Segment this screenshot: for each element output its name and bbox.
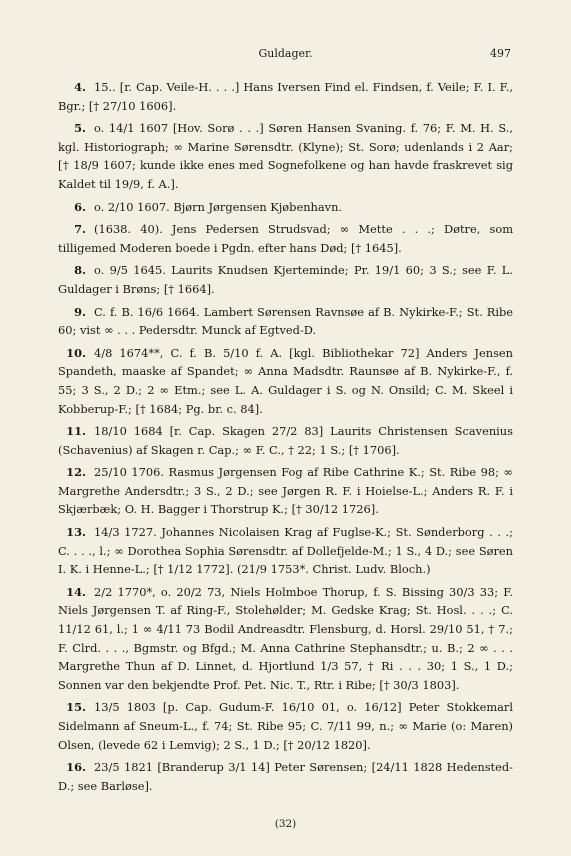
entry-text: 23/5 1821 [Branderup 3/1 14] Peter Sørensen; [24/11 1828 Hedensted-D.; see Barløse]. [58, 760, 513, 793]
entry-number: 14. [66, 584, 86, 599]
entry-text: 4/8 1674**, C. f. B. 5/10 f. A. [kgl. Bibliothekar 72] Anders Jensen Spandeth, maaske af Spandet; ∞ Anna Madsdtr. Raunsøe af B. Nykirke-F., f. 55; 3 S., 2 D.; 2 ∞ Etm.; see L. A. Guldager i S. og N. Onsild; C. M. Skeel i Kobberup-F.; [† 1684; Pg. br. c. 84]. [58, 345, 513, 416]
list-item [58, 758, 513, 795]
entry-number: 13. [66, 525, 86, 540]
entry-number: 5. [74, 121, 86, 136]
entry-text: 15.. [r. Cap. Veile-H. . . .] Hans Iversen Find el. Findsen, f. Veile; F. I. F., Bgr.; [† 27/10 1606]. [58, 80, 513, 113]
list-item [58, 799, 513, 818]
entry-number: 9. [74, 304, 86, 319]
entry-number: 6. [74, 199, 86, 214]
entry-text: 13/5 1803 [p. Cap. Gudum-F. 16/10 01, o. 16/12] Peter Stokkemarl Sidelmann af Sneum-L., f. 74; St. Ribe 95; C. 7/11 99, n.; ∞ Marie (o: Maren) Olsen, (levede 62 i Lemvig); 2 S., 1 D.; [† 20/12 1820]. [58, 700, 513, 752]
entry-text: o. 9/5 1645. Laurits Knudsen Kjerteminde; Pr. 19/1 60; 3 S.; see F. L. Guldager i Brøns; [† 1664]. [58, 263, 513, 296]
entry-number: 4. [74, 80, 86, 94]
entry-text: 18/10 1684 [r. Cap. Skagen 27/2 83] Laurits Christensen Scavenius (Schavenius) af Skagen r. Cap.; ∞ F. C., † 22; 1 S.; [† 1706]. [58, 424, 513, 457]
entry-text: 25/10 1706. Rasmus Jørgensen Fog af Ribe Cathrine K.; St. Ribe 98; ∞ Margrethe Andersdtr.; 3 S., 2 D.; see Jørgen R. F. i Hoielse-L.; Anders R. F. i Skjærbæk; O. H. Bagger i Thorstrup K.; [† 30/12 1726]. [58, 465, 513, 517]
entry-number: 12. [66, 465, 86, 480]
list-item [58, 463, 513, 519]
entry-text: (1638. 40). Jens Pedersen Strudsvad; ∞ Mette . . .; Døtre, som tilligemed Moderen boede i Pgdn. efter hans Død; [† 1645]. [58, 222, 513, 255]
entry-number: 7. [74, 222, 86, 237]
list-item [58, 344, 513, 418]
list-item [58, 523, 513, 579]
list-item [58, 583, 513, 695]
list-item [58, 198, 513, 217]
entry-number: 16. [66, 760, 86, 775]
list-item [58, 303, 513, 340]
page-number: 497 [490, 47, 511, 60]
entry-number: 15. [66, 700, 86, 715]
entry-number: 11. [66, 424, 86, 439]
running-title: Guldager. [258, 47, 313, 60]
list-item [58, 422, 513, 459]
entry-text: o. 14/1 1607 [Hov. Sorø . . .] Søren Hansen Svaning. f. 76; F. M. H. S., kgl. Historiograph; ∞ Marine Sørensdtr. (Klyne); St. Sorø; udenlands i 2 Aar; [† 18/9 1607; kunde ikke enes med Sognefolkene og han havde fraskrevet sig Kaldet til 19/9, f. A.]. [58, 121, 513, 191]
entry-number: 10. [66, 345, 86, 360]
list-item [58, 78, 513, 115]
entry-list [58, 78, 513, 822]
running-head [60, 47, 511, 63]
entry-text: 2/2 1770*, o. 20/2 73, Niels Holmboe Thorup, f. S. Bissing 30/3 33; F. Niels Jørgensen T. af Ring-F., Stolehølder; M. Gedske Krag; St. Hosl. . . .; C. 11/12 61, l.; 1 ∞ 4/11 73 Bodil Andreasdtr. Flensburg, d. Horsl. 29/10 51, † 7.; F. Clrd. . . ., Bgmstr. og Bfgd.; M. Anna Cathrine Stephansdtr.; u. B.; 2 ∞ . . . Margrethe Thun af D. Linnet, d. Hjortlund 1/3 57, † Ri . . . 30; 1 S., 1 D.; Sonnen var den bekjendte Prof. Pet. Nic. T., Rtr. i Ribe; [† 30/3 1803]. [58, 584, 513, 692]
list-item [58, 698, 513, 754]
entry-text: 14/3 1727. Johannes Nicolaisen Krag af Fuglse-K.; St. Sønderborg . . .; C. . . ., l.; ∞ Dorothea Sophia Sørensdtr. af Dollefjelde-M.; 1 S., 4 D.; see Søren I. K. i Henne-L.; [† 1/12 1772]. (21/9 1753*. Christ. Ludv. Bloch.) [58, 525, 513, 577]
entry-text: o. 2/10 1607. Bjørn Jørgensen Kjøbenhavn. [94, 199, 343, 214]
list-item [58, 220, 513, 257]
entry-text: C. f. B. 16/6 1664. Lambert Sørensen Ravnsøe af B. Nykirke-F.; St. Ribe 60; vist ∞ . . . Pedersdtr. Munck af Egtved-D. [58, 304, 513, 338]
list-item [58, 119, 513, 193]
list-item [58, 261, 513, 298]
entry-number: 8. [74, 263, 86, 278]
signature-mark: (32) [274, 818, 297, 830]
